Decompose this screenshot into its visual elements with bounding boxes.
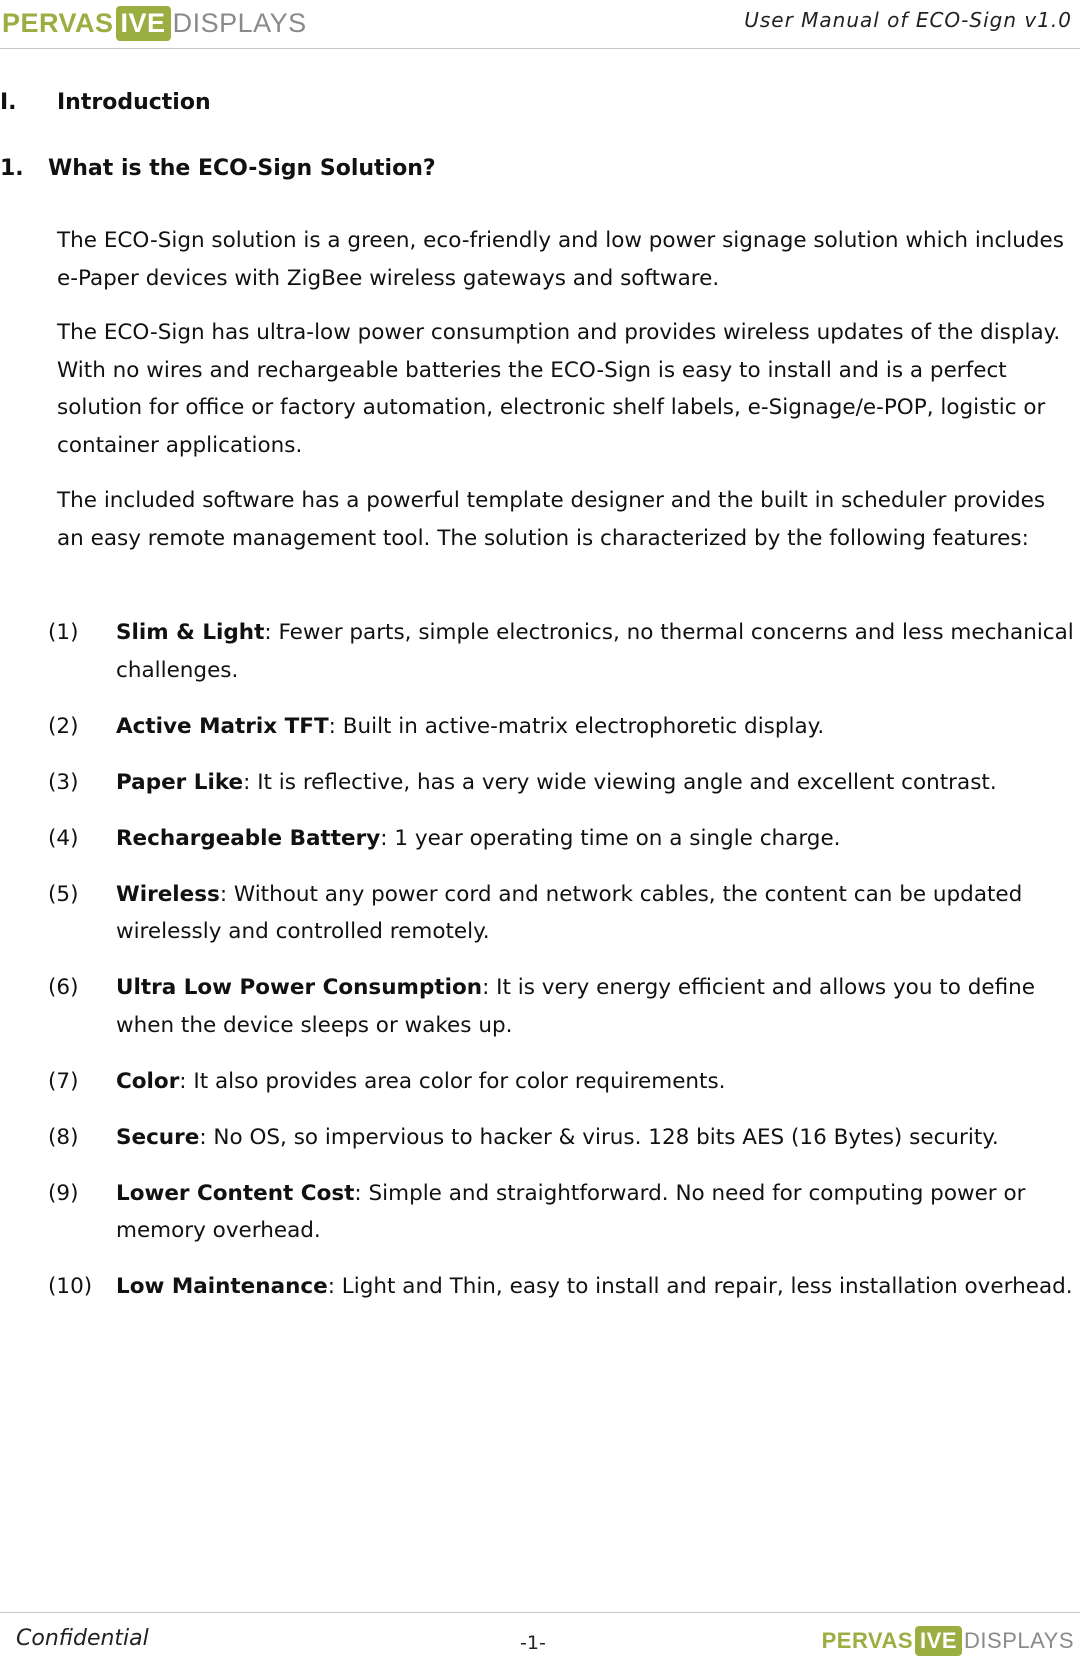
intro-paragraph-3: The included software has a powerful template designer and the built in scheduler provides an easy remote management tool. The solution is characterized by the following features: — [57, 488, 1046, 551]
intro-paragraph-2: The ECO-Sign has ultra-low power consumption and provides wireless updates of the display. With no wires and rechargeable batteries the ECO-Sign is easy to install and is a perfect solution for office or factory automation, electronic shelf labels, e-Signage/e-POP, logistic or container applications. — [57, 320, 1061, 458]
feature-description: : It also provides area color for color requirements. — [179, 1068, 726, 1094]
page-footer-divider — [0, 1612, 1080, 1613]
feature-term: Wireless — [116, 881, 220, 907]
feature-item — [0, 614, 1076, 689]
page-header — [0, 0, 1080, 49]
feature-number: (10) — [48, 1274, 93, 1299]
feature-item — [0, 1119, 1076, 1157]
feature-term: Rechargeable Battery — [116, 825, 381, 851]
feature-description: : It is reflective, has a very wide viewing angle and excellent contrast. — [243, 769, 997, 795]
section-title: Introduction — [57, 90, 211, 115]
feature-item — [0, 708, 1076, 746]
feature-term: Secure — [116, 1124, 200, 1150]
feature-description: : Light and Thin, easy to install and repair, less installation overhead. — [327, 1274, 1073, 1299]
feature-description: : Without any power cord and network cables, the content can be updated wirelessly and controlled remotely. — [116, 881, 1023, 944]
feature-item — [0, 820, 1076, 858]
feature-term: Lower Content Cost — [116, 1180, 355, 1206]
intro-paragraph-1: The ECO-Sign solution is a green, eco-friendly and low power signage solution which includes e-Paper devices with ZigBee wireless gateways and software. — [57, 228, 1064, 291]
feature-list — [0, 614, 1080, 1324]
feature-description: : It is very energy efficient and allows you to define when the device sleeps or wakes up. — [116, 975, 1035, 1038]
feature-number: (5) — [48, 881, 79, 907]
feature-number: (4) — [48, 825, 79, 851]
feature-term: Active Matrix TFT — [116, 713, 329, 739]
feature-term: Paper Like — [116, 769, 244, 795]
feature-number: (2) — [48, 713, 79, 739]
feature-item — [0, 1063, 1076, 1101]
confidential-label: Confidential — [16, 1626, 149, 1651]
feature-item — [0, 969, 1076, 1044]
page-number: -1- — [520, 1632, 546, 1654]
feature-description: : Simple and straightforward. No need for computing power or memory overhead. — [116, 1180, 1026, 1243]
subsection-heading — [0, 156, 436, 181]
feature-term: Ultra Low Power Consumption — [116, 975, 483, 1000]
feature-item — [0, 1268, 1076, 1306]
feature-description: : No OS, so impervious to hacker & virus. 128 bits AES (16 Bytes) security. — [199, 1124, 999, 1150]
feature-number: (7) — [48, 1068, 79, 1094]
feature-term: Slim & Light — [116, 620, 265, 645]
section-number: I. — [0, 90, 17, 115]
feature-description: : Built in active-matrix electrophoretic display. — [328, 713, 825, 739]
feature-number: (3) — [48, 769, 79, 795]
feature-number: (8) — [48, 1124, 79, 1150]
footer-pervasive-displays-logo: PERVAS IVE DISPLAYS — [822, 1626, 1074, 1656]
feature-item — [0, 1175, 1076, 1250]
pervasive-displays-logo: PERVAS IVE DISPLAYS — [2, 6, 307, 41]
document-title: User Manual of ECO-Sign v1.0 — [744, 8, 1072, 32]
feature-term: Low Maintenance — [116, 1274, 328, 1299]
feature-description: : Fewer parts, simple electronics, no thermal concerns and less mechanical challenges. — [116, 620, 1074, 683]
feature-number: (1) — [48, 620, 79, 645]
feature-description: : 1 year operating time on a single charge. — [380, 825, 841, 851]
subsection-number: 1. — [0, 156, 24, 181]
feature-item — [0, 876, 1076, 951]
feature-number: (6) — [48, 975, 79, 1000]
feature-number: (9) — [48, 1180, 79, 1206]
feature-item — [0, 764, 1076, 802]
section-heading — [0, 90, 211, 115]
subsection-title: What is the ECO-Sign Solution? — [48, 156, 436, 181]
feature-term: Color — [116, 1068, 180, 1094]
